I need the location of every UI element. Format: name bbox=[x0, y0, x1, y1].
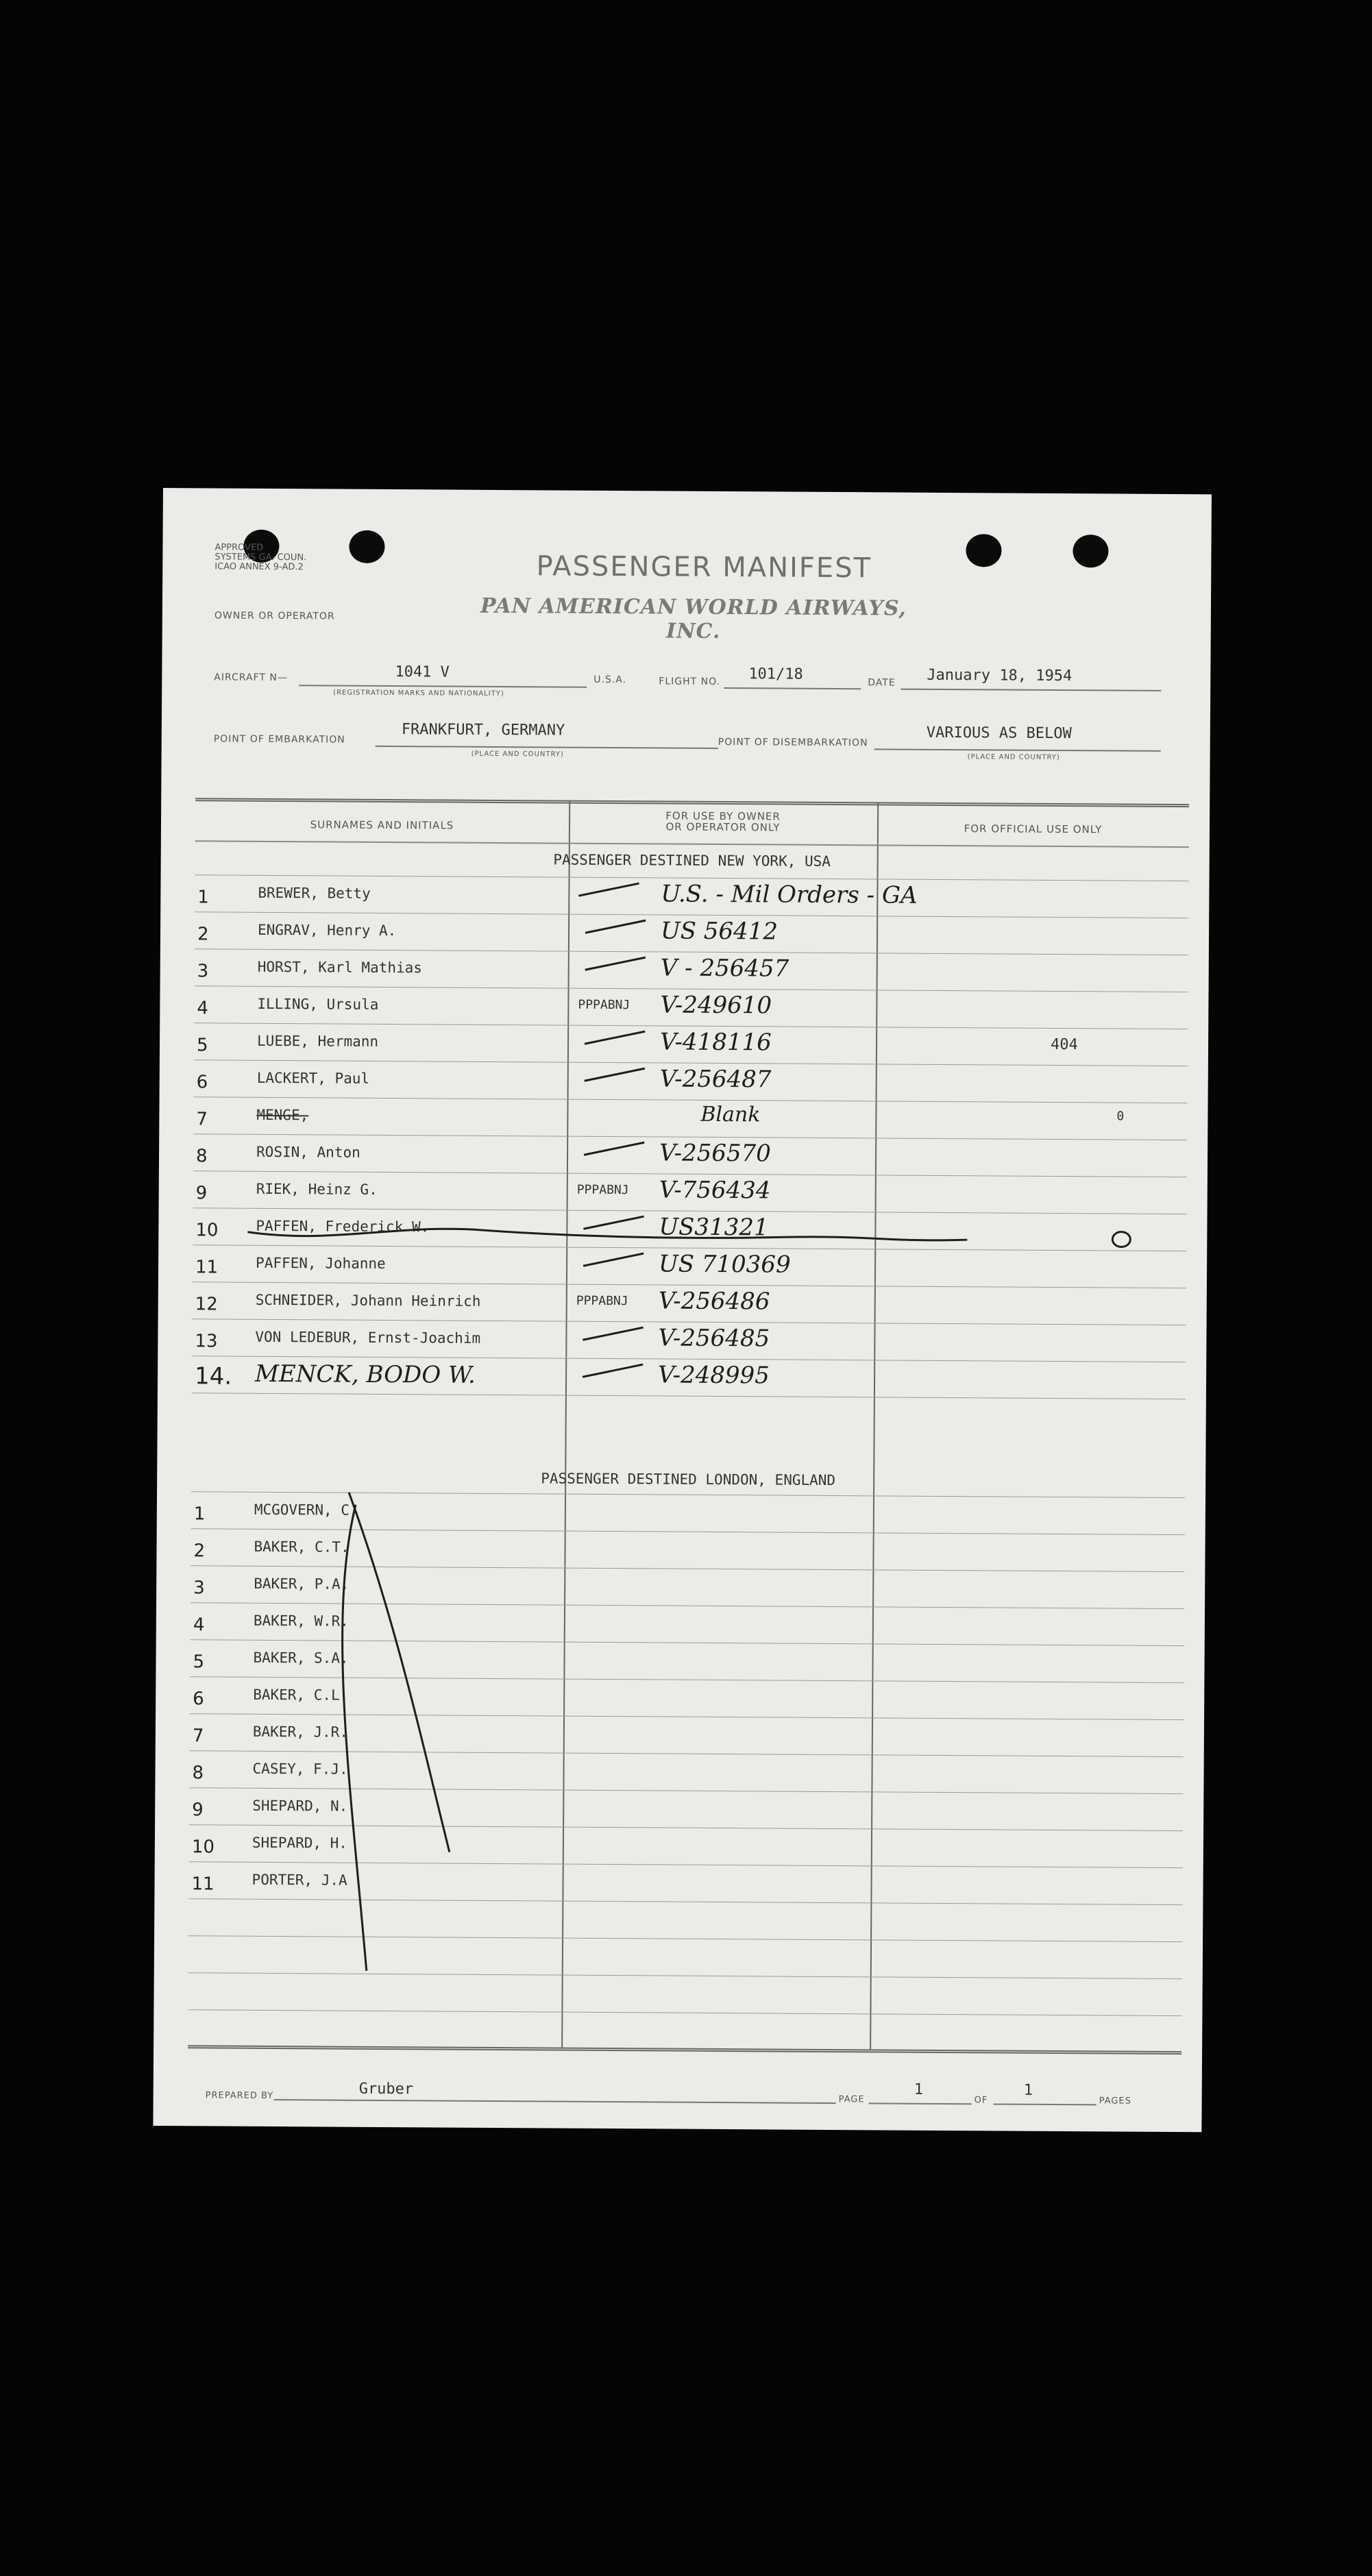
row-number: 1 bbox=[193, 1504, 206, 1525]
owner-label: OWNER OR OPERATOR bbox=[214, 610, 335, 622]
disembarkation-label: POINT OF DISEMBARKATION bbox=[718, 736, 868, 749]
passenger-name: LACKERT, Paul bbox=[256, 1069, 370, 1087]
tick-mark bbox=[583, 1327, 644, 1341]
passenger-name: BREWER, Betty bbox=[258, 884, 371, 902]
row-rule bbox=[191, 1528, 1185, 1535]
passenger-name: LUEBE, Hermann bbox=[257, 1032, 379, 1050]
punch-hole bbox=[1073, 535, 1108, 567]
row-number: 3 bbox=[193, 1578, 205, 1599]
passenger-name: PORTER, J.A bbox=[252, 1871, 347, 1889]
passenger-name: BAKER, W.R. bbox=[253, 1612, 350, 1630]
passenger-name: ROSIN, Anton bbox=[256, 1143, 360, 1161]
flight-line bbox=[724, 687, 861, 689]
row-number: 12 bbox=[195, 1294, 218, 1315]
embarkation-value: FRANKFURT, GERMANY bbox=[401, 721, 565, 739]
row-number: 3 bbox=[197, 961, 209, 982]
tick-mark bbox=[585, 1031, 646, 1045]
punch-hole bbox=[966, 534, 1001, 567]
stamp-code: PPPABNJ bbox=[576, 1293, 628, 1309]
row-number: 14. bbox=[194, 1362, 232, 1390]
flight-label: FLIGHT NO. bbox=[659, 676, 721, 687]
tick-mark bbox=[583, 1253, 644, 1267]
row-rule bbox=[189, 1824, 1183, 1831]
pages-value: 1 bbox=[1023, 2081, 1033, 2099]
row-number: 2 bbox=[193, 1541, 206, 1562]
place-note: (PLACE AND COUNTRY) bbox=[471, 750, 564, 759]
tick-mark bbox=[583, 1216, 644, 1230]
official-note: 404 bbox=[1050, 1035, 1078, 1054]
aircraft-value: 1041 V bbox=[395, 663, 450, 681]
row-rule bbox=[194, 1096, 1188, 1103]
pages-label: PAGES bbox=[1099, 2096, 1131, 2107]
row-rule bbox=[191, 1602, 1184, 1609]
passenger-name: SHEPARD, N. bbox=[252, 1797, 348, 1815]
page-value: 1 bbox=[914, 2081, 924, 2098]
row-rule bbox=[191, 1491, 1185, 1498]
operator-note: V-256570 bbox=[659, 1139, 771, 1168]
row-number: 11 bbox=[195, 1257, 219, 1278]
row-rule bbox=[191, 1639, 1184, 1646]
row-number: 13 bbox=[195, 1331, 218, 1352]
embarkation-label: POINT OF EMBARKATION bbox=[213, 733, 345, 746]
passenger-name: VON LEDEBUR, Ernst-Joachim bbox=[255, 1328, 481, 1347]
section-new-york: PASSENGER DESTINED NEW YORK, USA bbox=[553, 851, 831, 870]
official-note: 0 bbox=[1116, 1109, 1125, 1124]
passenger-name: MCGOVERN, C. bbox=[254, 1501, 358, 1519]
row-rule bbox=[188, 2009, 1181, 2016]
prepared-label: PREPARED BY bbox=[205, 2090, 274, 2102]
row-number: 9 bbox=[192, 1800, 204, 1821]
stamp-code: PPPABNJ bbox=[576, 1182, 629, 1198]
page-line bbox=[869, 2102, 972, 2105]
row-number: 7 bbox=[196, 1109, 208, 1130]
passenger-name: BAKER, J.R. bbox=[252, 1723, 349, 1741]
registration-note: (REGISTRATION MARKS AND NATIONALITY) bbox=[333, 689, 504, 698]
passenger-name: MENCK, BODO W. bbox=[254, 1360, 476, 1389]
operator-note: V-249610 bbox=[660, 991, 772, 1020]
row-number: 1 bbox=[197, 887, 209, 908]
operator-note: US 710369 bbox=[658, 1250, 791, 1279]
passenger-table bbox=[188, 798, 1189, 2051]
passenger-name: BAKER, C.T. bbox=[254, 1538, 350, 1556]
table-top-rule bbox=[195, 798, 1189, 807]
passenger-name: BAKER, P.A. bbox=[254, 1575, 350, 1593]
operator-note: V-256485 bbox=[658, 1324, 770, 1353]
operator-note: V-418116 bbox=[659, 1028, 772, 1057]
row-number: 5 bbox=[196, 1035, 208, 1056]
row-rule bbox=[190, 1713, 1184, 1720]
tick-mark bbox=[578, 883, 639, 897]
table-bottom-rule bbox=[188, 2045, 1181, 2054]
header-rule bbox=[195, 840, 1189, 848]
row-number: 9 bbox=[195, 1183, 208, 1204]
operator-note: US 56412 bbox=[660, 917, 779, 946]
row-number: 4 bbox=[193, 1615, 205, 1636]
operator-note: V-256486 bbox=[658, 1287, 770, 1316]
date-line bbox=[901, 689, 1161, 691]
row-number: 10 bbox=[191, 1837, 215, 1858]
place-note-2: (PLACE AND COUNTRY) bbox=[967, 753, 1060, 762]
pages-line bbox=[994, 2103, 1097, 2105]
row-rule bbox=[189, 1861, 1183, 1868]
passenger-name: SHEPARD, H. bbox=[252, 1834, 348, 1852]
column-header-names: SURNAMES AND INITIALS bbox=[310, 818, 454, 832]
tick-mark bbox=[584, 1142, 645, 1156]
operator-note: US31321 bbox=[659, 1213, 769, 1242]
operator-note: Blank bbox=[700, 1102, 761, 1127]
row-number: 4 bbox=[197, 998, 209, 1019]
passenger-name: ILLING, Ursula bbox=[257, 995, 379, 1013]
row-rule bbox=[190, 1676, 1184, 1683]
tick-mark bbox=[583, 1364, 644, 1378]
row-number: 10 bbox=[195, 1220, 219, 1241]
column-header-official: FOR OFFICIAL USE ONLY bbox=[964, 822, 1103, 836]
passenger-name: BAKER, S.A. bbox=[253, 1649, 349, 1667]
operator-note: V - 256457 bbox=[660, 954, 789, 983]
row-rule bbox=[189, 1787, 1183, 1794]
disembarkation-value: VARIOUS AS BELOW bbox=[926, 724, 1072, 743]
row-number: 8 bbox=[192, 1763, 204, 1784]
tick-mark bbox=[585, 920, 646, 934]
aircraft-line bbox=[299, 685, 587, 688]
operator-note: U.S. - Mil Orders - GA bbox=[661, 880, 918, 909]
punch-hole bbox=[349, 530, 384, 563]
row-rule bbox=[192, 1393, 1186, 1399]
row-number: 5 bbox=[193, 1652, 205, 1673]
tick-mark bbox=[584, 1068, 645, 1082]
column-header-owner: FOR USE BY OWNER OR OPERATOR ONLY bbox=[665, 809, 781, 834]
prepared-line bbox=[274, 2099, 836, 2104]
passenger-name: CASEY, F.J. bbox=[252, 1760, 348, 1778]
operator-note: V-248995 bbox=[657, 1361, 770, 1390]
page-label: PAGE bbox=[838, 2094, 865, 2105]
date-value: January 18, 1954 bbox=[927, 666, 1073, 685]
row-number: 2 bbox=[197, 924, 209, 945]
row-rule bbox=[188, 1898, 1182, 1905]
of-label: OF bbox=[974, 2095, 988, 2106]
row-rule bbox=[188, 1972, 1182, 1979]
stamp-code: PPPABNJ bbox=[578, 997, 630, 1013]
section-london: PASSENGER DESTINED LONDON, ENGLAND bbox=[541, 1470, 836, 1489]
row-rule bbox=[188, 1935, 1182, 1942]
row-number: 11 bbox=[191, 1874, 215, 1895]
date-label: DATE bbox=[868, 677, 896, 689]
operator-note: V-256487 bbox=[659, 1065, 772, 1094]
embarkation-line bbox=[376, 746, 718, 749]
usa-label: U.S.A. bbox=[593, 674, 627, 686]
page-title: PASSENGER MANIFEST bbox=[536, 550, 872, 585]
prepared-value: Gruber bbox=[358, 2080, 414, 2098]
disembarkation-line bbox=[874, 748, 1161, 752]
tick-mark bbox=[585, 957, 646, 971]
passenger-name: HORST, Karl Mathias bbox=[257, 958, 423, 977]
passenger-name: PAFFEN, Frederick W. bbox=[256, 1217, 430, 1236]
approval-note: APPROVED SYSTEMS GA. COUN. ICAO ANNEX 9-AD.2 bbox=[215, 542, 307, 573]
row-number: 8 bbox=[195, 1146, 208, 1167]
passenger-name: SCHNEIDER, Johann Heinrich bbox=[255, 1291, 481, 1310]
row-number: 6 bbox=[196, 1072, 208, 1093]
row-number: 6 bbox=[193, 1689, 204, 1710]
passenger-name: RIEK, Heinz G. bbox=[256, 1180, 378, 1198]
flight-value: 101/18 bbox=[748, 665, 803, 683]
passenger-name: MENGE, bbox=[256, 1106, 309, 1124]
passenger-name: BAKER, C.L. bbox=[253, 1686, 349, 1704]
operator-note: V-756434 bbox=[659, 1176, 771, 1205]
row-rule bbox=[190, 1750, 1184, 1757]
passenger-name: ENGRAV, Henry A. bbox=[257, 921, 397, 940]
row-number: 7 bbox=[192, 1726, 204, 1747]
manifest-sheet bbox=[153, 488, 1212, 2132]
row-rule bbox=[191, 1565, 1184, 1572]
operator-name: PAN AMERICAN WORLD AIRWAYS, INC. bbox=[480, 593, 907, 643]
aircraft-label: AIRCRAFT N— bbox=[214, 672, 288, 684]
passenger-name: PAFFEN, Johanne bbox=[256, 1254, 386, 1273]
